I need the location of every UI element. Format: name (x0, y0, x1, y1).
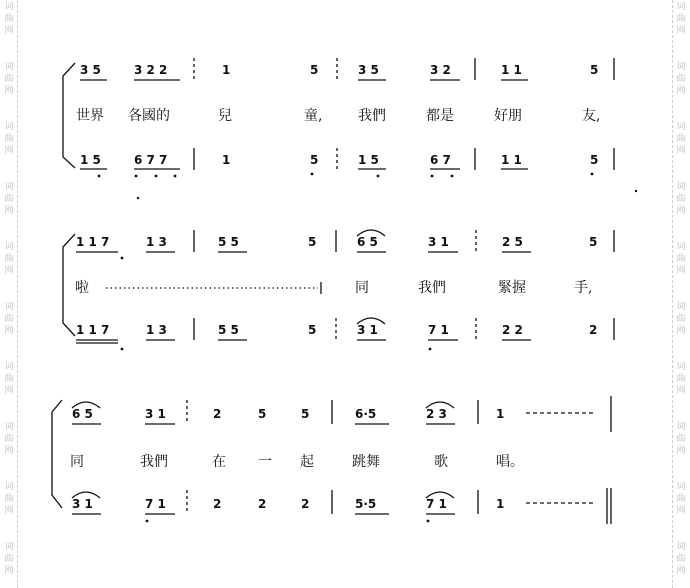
octave-dot (591, 173, 594, 176)
note-group: 2 2 (502, 323, 523, 337)
lyric: 緊握 (498, 280, 526, 296)
note-group: 6 7 7 (134, 153, 168, 167)
watermark-glyph: 曲 (676, 254, 686, 264)
watermark-glyph: 网 (676, 206, 686, 216)
note-group: 6 7 (430, 153, 451, 167)
watermark-glyph: 曲 (4, 494, 14, 504)
watermark-glyph: 网 (676, 446, 686, 456)
watermark-glyph: 曲 (676, 134, 686, 144)
watermark-glyph: 词 (676, 362, 686, 372)
watermark-glyph: 词 (4, 362, 14, 372)
watermark-glyph: 曲 (676, 74, 686, 84)
watermark-glyph: 网 (4, 146, 14, 156)
system-2 (63, 230, 614, 350)
note-group: 6 5 (357, 235, 378, 249)
lyric: 同 (70, 454, 84, 470)
note-group: 5 (310, 153, 319, 167)
note-group: 5 5 (218, 323, 239, 337)
watermark-glyph: 网 (676, 386, 686, 396)
watermark-glyph: 网 (676, 266, 686, 276)
note-group: 1 (496, 407, 505, 421)
note-group: 5 (590, 63, 599, 77)
watermark-glyph: 词 (676, 422, 686, 432)
note-group: 5 (308, 235, 317, 249)
lyric: 各國的 (128, 108, 170, 124)
lyric: 友, (582, 108, 601, 124)
note-group: 2 (213, 497, 222, 511)
watermark-glyph: 词 (676, 62, 686, 72)
note-group: 1 3 (146, 235, 167, 249)
note-group: 6 5 (72, 407, 93, 421)
octave-dot (155, 175, 158, 178)
note-group: 3 1 (145, 407, 166, 421)
note-group: 5 (308, 323, 317, 337)
watermark-glyph: 曲 (4, 314, 14, 324)
watermark-glyph: 曲 (4, 194, 14, 204)
watermark-glyph: 曲 (676, 314, 686, 324)
note-group: 2 (213, 407, 222, 421)
watermark-glyph: 词 (676, 122, 686, 132)
note-group: 3 1 (72, 497, 93, 511)
octave-dot (311, 173, 314, 176)
watermark-glyph: 网 (676, 86, 686, 96)
system-3-brace (52, 400, 62, 508)
watermark-glyph: 词 (4, 122, 14, 132)
note-group: 1 1 (501, 63, 522, 77)
note-group: 1 3 (146, 323, 167, 337)
note-group: 1 1 7 (76, 235, 110, 249)
watermark-glyph: 网 (4, 266, 14, 276)
watermark-glyph: 网 (676, 146, 686, 156)
note-group: 7 1 (426, 497, 447, 511)
lyric: 我們 (140, 454, 168, 470)
watermark-glyph: 网 (4, 326, 14, 336)
note-group: 1 1 (501, 153, 522, 167)
watermark-glyph: 词 (4, 2, 14, 12)
octave-dot (451, 175, 454, 178)
system-1-brace (63, 63, 75, 168)
note-group: 3 1 (428, 235, 449, 249)
watermark-glyph: 词 (676, 482, 686, 492)
note-group: 1 1 7 (76, 323, 110, 337)
lyric: 世界 (76, 108, 104, 124)
watermark-glyph: 曲 (676, 14, 686, 24)
watermark-glyph: 曲 (4, 374, 14, 384)
note-group: 3 1 (357, 323, 378, 337)
lyric: 啦 (75, 280, 89, 296)
note-group: 2 (589, 323, 598, 337)
watermark-glyph: 词 (676, 182, 686, 192)
lyric: 跳舞 (352, 454, 380, 470)
watermark-glyph: 曲 (676, 554, 686, 564)
note-group: 5 5 (218, 235, 239, 249)
note-group: 1 5 (358, 153, 379, 167)
note-group: 5 (310, 63, 319, 77)
note-group: 5 (258, 407, 267, 421)
note-group: 1 5 (80, 153, 101, 167)
watermark-glyph: 网 (676, 326, 686, 336)
watermark-glyph: 曲 (676, 194, 686, 204)
octave-dot (429, 348, 432, 351)
lyric: 唱。 (496, 454, 524, 470)
watermark-glyph: 词 (4, 182, 14, 192)
watermark-glyph: 网 (4, 26, 14, 36)
note-group: 2 3 (426, 407, 447, 421)
note-group: 3 5 (358, 63, 379, 77)
watermark-glyph: 词 (676, 542, 686, 552)
lyric: 在 (212, 454, 226, 470)
watermark-glyph: 曲 (676, 434, 686, 444)
watermark-glyph: 词 (4, 302, 14, 312)
lyric: 都是 (426, 108, 454, 124)
watermark-glyph: 曲 (4, 134, 14, 144)
octave-dot (174, 175, 177, 178)
watermark-glyph: 曲 (4, 74, 14, 84)
lyric: 好朋 (494, 108, 522, 124)
note-group: 1 (222, 63, 231, 77)
octave-dot (431, 175, 434, 178)
watermark-glyph: 网 (4, 86, 14, 96)
lyric: 一 (258, 454, 272, 470)
watermark-glyph: 词 (676, 242, 686, 252)
note-group: 5·5 (355, 497, 377, 511)
note-group: 7 1 (145, 497, 166, 511)
note-group: 5 (301, 407, 310, 421)
note-group: 1 (222, 153, 231, 167)
system-2-brace (63, 234, 75, 336)
note-group: 7 1 (428, 323, 449, 337)
lyric: 兒 (218, 108, 232, 124)
watermark-glyph: 曲 (676, 374, 686, 384)
watermark-glyph: 网 (4, 386, 14, 396)
note-group: 5 (590, 153, 599, 167)
note-group: 2 (258, 497, 267, 511)
lyric: 我們 (418, 280, 446, 296)
watermark-glyph: 曲 (4, 14, 14, 24)
octave-dot (377, 175, 380, 178)
system-3 (52, 396, 611, 524)
watermark-glyph: 词 (4, 482, 14, 492)
note-group: 5 (589, 235, 598, 249)
note-group: 3 5 (80, 63, 101, 77)
watermark-glyph: 词 (4, 542, 14, 552)
octave-dot (98, 175, 101, 178)
watermark-glyph: 曲 (4, 554, 14, 564)
watermark-glyph: 词 (4, 242, 14, 252)
lyric: 同 (355, 280, 369, 296)
watermark-glyph: 曲 (4, 254, 14, 264)
note-group: 6·5 (355, 407, 377, 421)
lyric: 童, (304, 108, 323, 124)
watermark-glyph: 曲 (4, 434, 14, 444)
octave-dot (427, 520, 430, 523)
watermark-glyph: 词 (676, 2, 686, 12)
note-group: 1 (496, 497, 505, 511)
lyric: 歌 (434, 454, 448, 470)
watermark-glyph: 网 (4, 566, 14, 576)
octave-dot (146, 520, 149, 523)
system-1 (63, 58, 637, 199)
note-group: 2 5 (502, 235, 523, 249)
watermark-glyph: 网 (676, 26, 686, 36)
watermark-glyph: 网 (4, 206, 14, 216)
note-group: 2 (301, 497, 310, 511)
watermark-glyph: 词 (676, 302, 686, 312)
note-group: 3 2 (430, 63, 451, 77)
watermark-glyph: 网 (676, 506, 686, 516)
octave-dot (121, 257, 124, 260)
speck (635, 190, 637, 192)
octave-dot (121, 348, 124, 351)
watermark-glyph: 网 (4, 446, 14, 456)
lyric: 我們 (358, 108, 386, 124)
note-group: 3 2 2 (134, 63, 168, 77)
watermark-glyph: 网 (4, 506, 14, 516)
speck (137, 197, 139, 199)
watermark-glyph: 网 (676, 566, 686, 576)
lyric: 手, (574, 280, 593, 296)
watermark-glyph: 曲 (676, 494, 686, 504)
watermark-glyph: 词 (4, 62, 14, 72)
watermark-glyph: 词 (4, 422, 14, 432)
lyric: 起 (300, 454, 314, 470)
octave-dot (135, 175, 138, 178)
